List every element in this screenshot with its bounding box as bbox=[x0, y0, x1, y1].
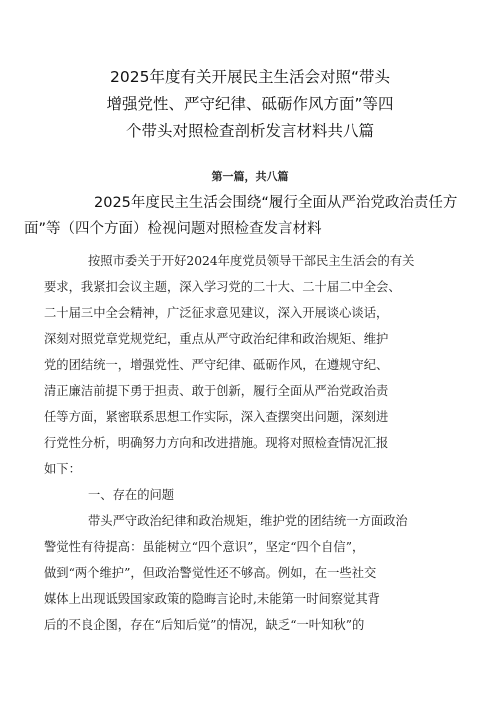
body-line: 警觉性有待提高：虽能树立“四个意识”，坚定“四个自信”， bbox=[44, 540, 365, 554]
article-subtitle bbox=[24, 190, 462, 242]
body-line: 清正廉洁前提下勇于担责、敢于创新，履行全面从严治党政治责 bbox=[44, 384, 389, 398]
chapter-label: 第一篇，共八篇 bbox=[211, 170, 289, 183]
title-line-1: 2025年度有关开展民主生活会对照“带头 bbox=[110, 68, 390, 86]
body-line: 行党性分析，明确努力方向和改进措施。现将对照检查情况汇报 bbox=[44, 436, 389, 450]
body-line: 后的不良企图，存在“后知后觉”的情况，缺乏“一叶知秋”的 bbox=[44, 618, 365, 632]
document-title bbox=[40, 64, 460, 145]
body-line: 按照市委关于开好2024年度党员领导干部民主生活会的有关 bbox=[88, 254, 415, 268]
title-line-2: 增强党性、严守纪律、砥砺作风方面”等四 bbox=[106, 95, 394, 113]
body-line: 要求，我紧扣会议主题，深入学习党的二十大、二十届二中全会、 bbox=[44, 280, 401, 294]
body-line: 党的团结统一，增强党性、严守纪律、砥砺作风，在遵规守纪、 bbox=[44, 358, 389, 372]
body-line: 做到“两个维护”，但政治警觉性还不够高。例如，在一些社交 bbox=[44, 566, 377, 580]
body-line: 深刻对照党章党规党纪，重点从严守政治纪律和政治规矩、维护 bbox=[44, 332, 389, 346]
body-line: 二十届三中全会精神，广泛征求意见建议，深入开展谈心谈话， bbox=[44, 306, 389, 320]
body-line: 如下： bbox=[44, 462, 81, 476]
body-line: 任等方面，紧密联系思想工作实际，深入查摆突出问题，深刻进 bbox=[44, 410, 389, 424]
title-line-3: 个带头对照检查剖析发言材料共八篇 bbox=[125, 122, 374, 140]
body-text bbox=[44, 248, 462, 638]
subtitle-line-2: 面”等（四个方面）检视问题对照检查发言材料 bbox=[24, 221, 322, 237]
body-line: 媒体上出现诋毁国家政策的隐晦言论时,未能第一时间察觉其背 bbox=[44, 592, 380, 606]
subtitle-line-1: 2025年度民主生活会围绕“履行全面从严治党政治责任方 bbox=[94, 195, 458, 211]
section-heading: 一、存在的问题 bbox=[88, 488, 175, 502]
body-line: 带头严守政治纪律和政治规矩，维护党的团结统一方面政治 bbox=[88, 514, 408, 528]
